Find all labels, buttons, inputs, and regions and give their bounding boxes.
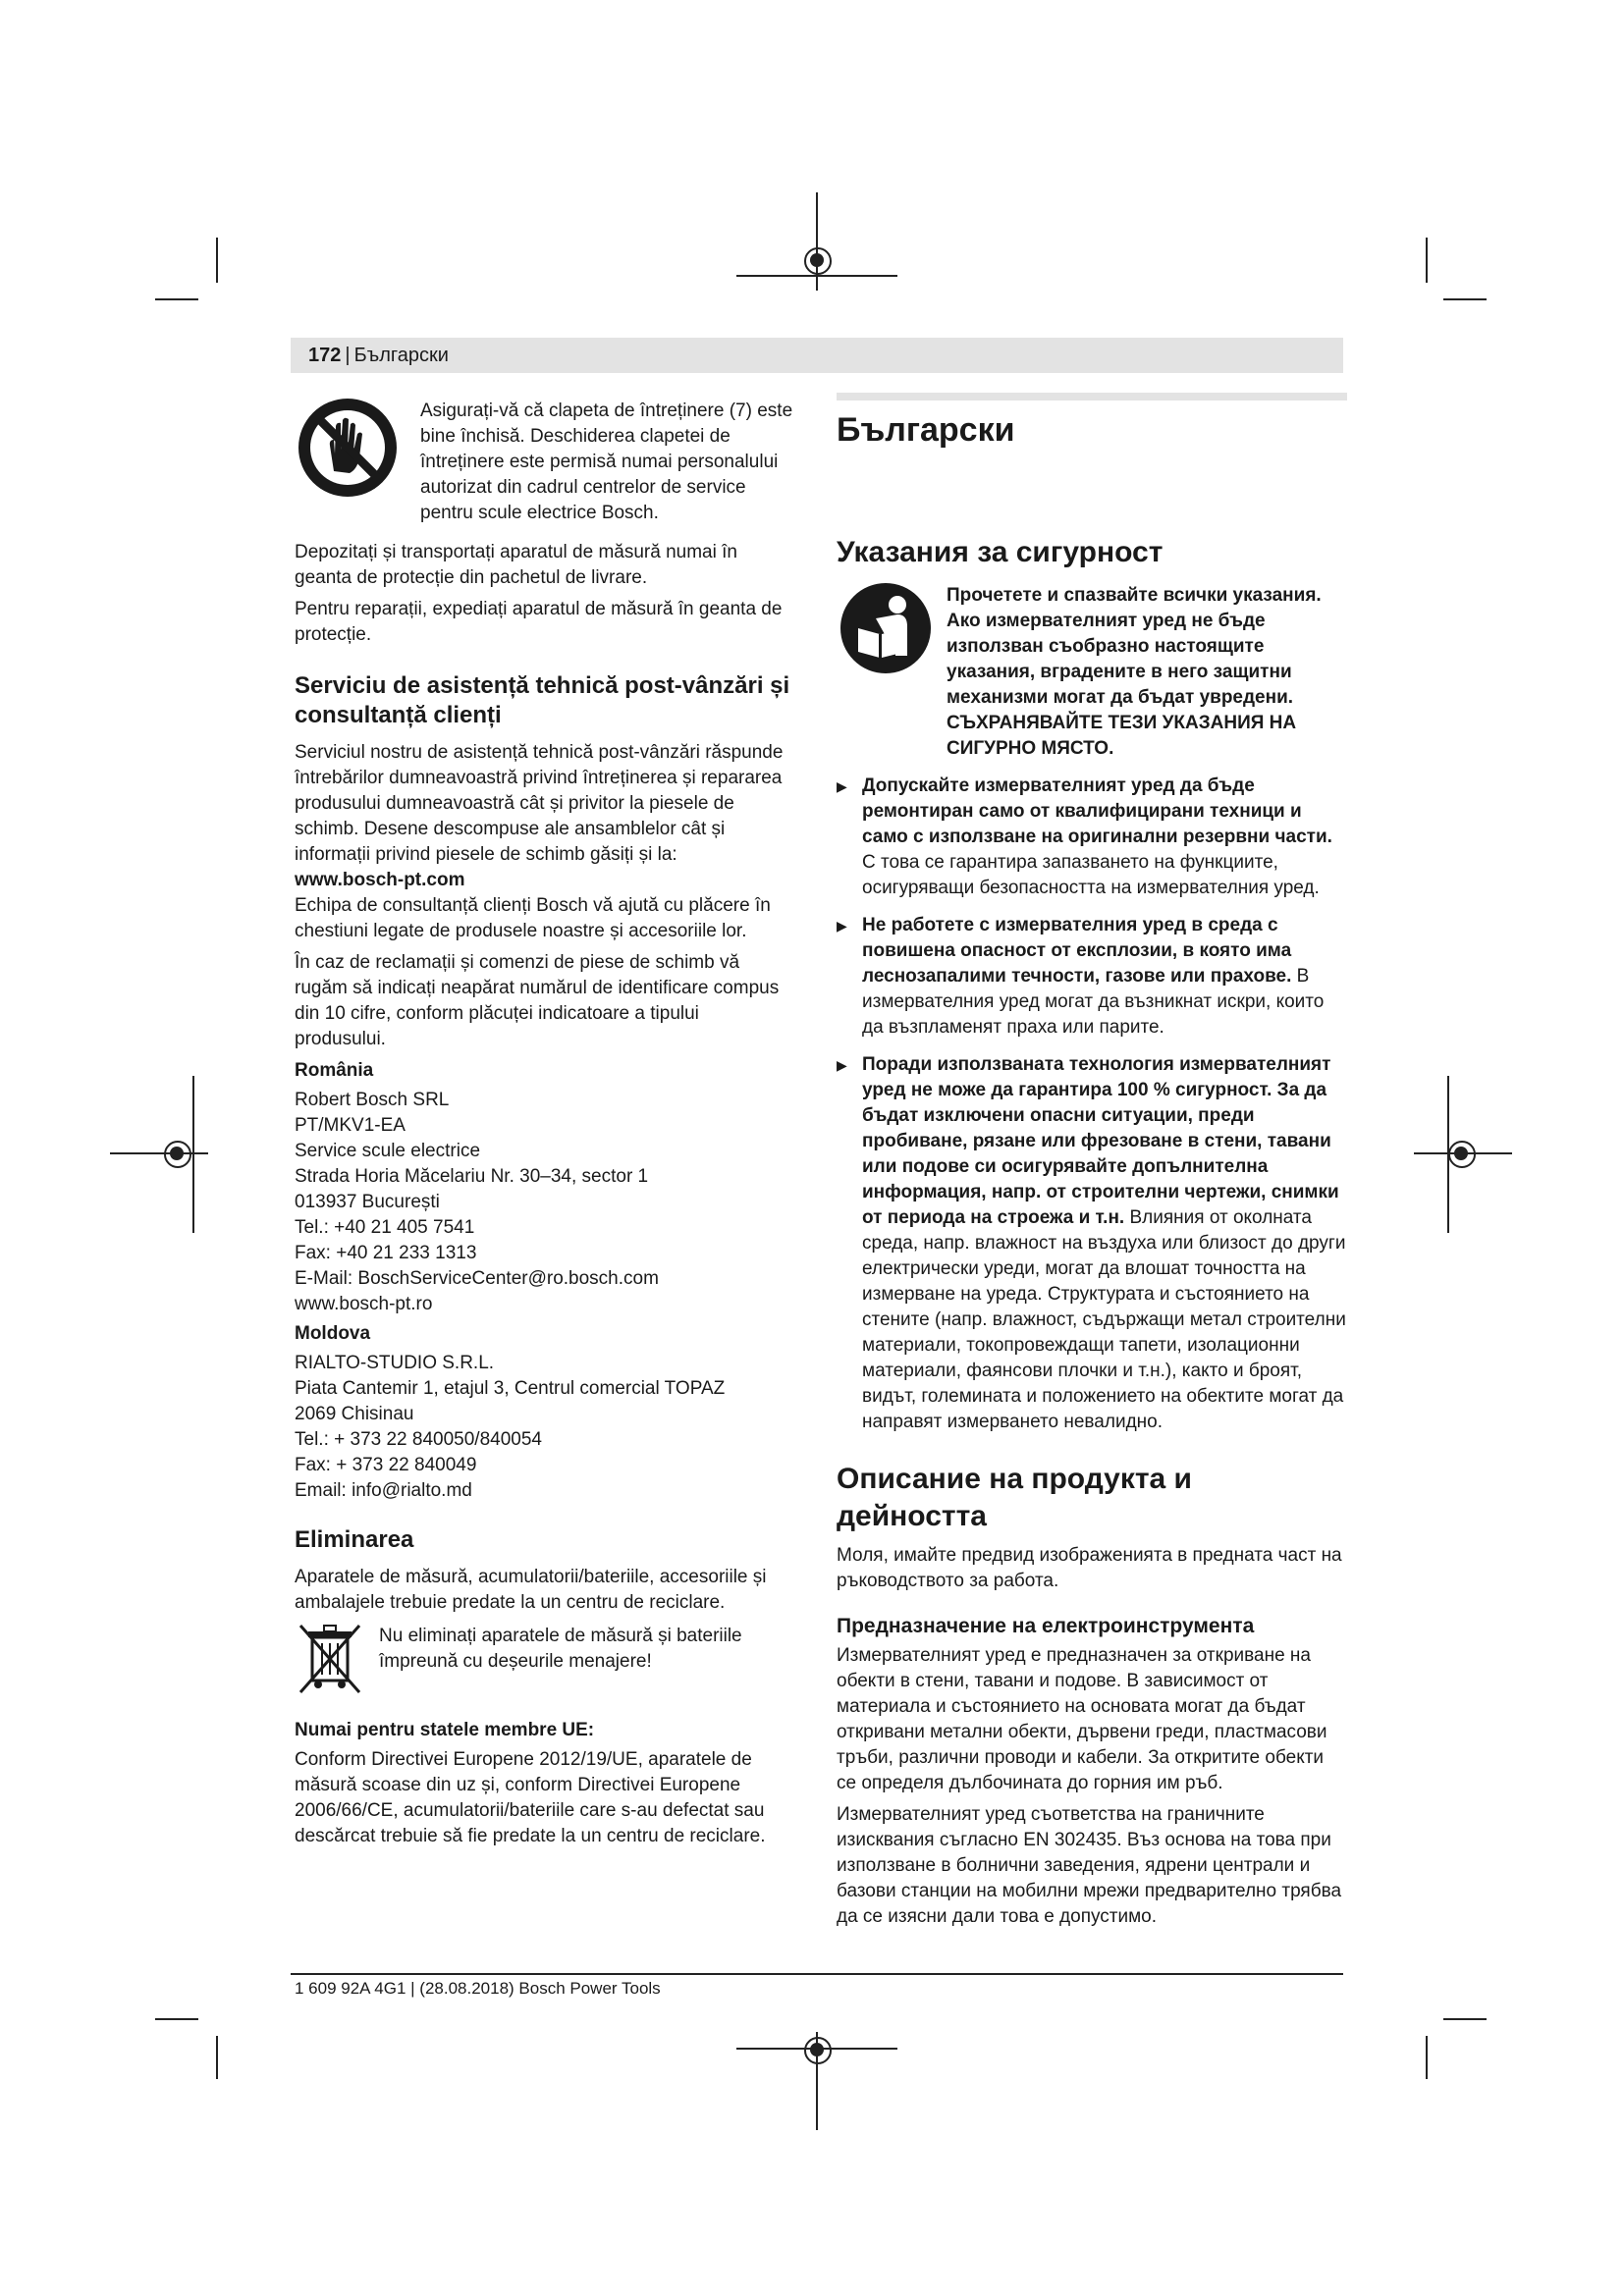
bullet-text xyxy=(862,774,1347,901)
repair-text: Pentru reparații, expediați aparatul de măsură în geanta de protecție. xyxy=(295,599,783,645)
limits-text: Измервателният уред съответства на граничните изисквания съгласно EN 302435. Въз основа на това при използване в болнични заведения, ядрени централи и базови станции на мобилни мрежи предварително трябва да се изясни дали това е допустимо. xyxy=(837,1804,1342,1927)
section-rule xyxy=(837,393,1347,400)
purpose-text: Измервателният уред е предназначен за откриване на обекти в стени, тавани и подове. В зависимост от материала и състоянието на основата могат да бъдат откривани метални обекти, дървени греди, пластмасови тръби, различни проводи и кабели. За откритите обекти се определя дълбочината до горния им ръб. xyxy=(837,1645,1327,1793)
consulting-text: Echipa de consultanță clienți Bosch vă ajută cu plăcere în chestiuni legate de produsele noastre și accesoriile lor. xyxy=(295,895,771,941)
registration-mark xyxy=(800,243,834,277)
crop-mark xyxy=(216,2036,218,2079)
crop-mark xyxy=(155,298,198,300)
service-url[interactable]: www.bosch-pt.com xyxy=(295,870,465,890)
address-line: Fax: +40 21 233 1313 xyxy=(295,1243,477,1263)
disposal-text: Aparatele de măsură, acumulatorii/bateriile, accesoriile și ambalajele trebuie predate la un centru de reciclare. xyxy=(295,1567,767,1613)
page-header xyxy=(291,338,1343,373)
registration-mark xyxy=(160,1137,193,1170)
safety-intro-text: Прочетете и спазвайте всички указания. Ако измервателният уред не бъде използван съобразно настоящите указания, вградените в него защитни механизми могат да бъдат увредени. СЪХРАНЯВАЙТЕ ТЕЗИ УКАЗАНИЯ НА СИГУРНО МЯСТО. xyxy=(947,585,1322,759)
list-item xyxy=(837,774,1347,907)
footer: 1 609 92A 4G1 | (28.08.2018) Bosch Power Tools xyxy=(295,1979,661,1998)
address-line: Piata Cantemir 1, etajul 3, Centrul comercial TOPAZ xyxy=(295,1378,726,1399)
maintenance-warning xyxy=(295,395,795,532)
header-language: Български xyxy=(353,344,449,366)
moldova-heading: Moldova xyxy=(295,1323,371,1344)
moldova-address xyxy=(295,1351,795,1504)
list-item xyxy=(837,1052,1347,1441)
do-not-touch-icon xyxy=(295,395,401,501)
address-line: 2069 Chisinau xyxy=(295,1404,414,1424)
eu-heading: Numai pentru statele membre UE: xyxy=(295,1720,595,1740)
disposal-warning xyxy=(295,1622,795,1696)
email-link[interactable]: E-Mail: BoschServiceCenter@ro.bosch.com xyxy=(295,1268,659,1289)
safety-bullets xyxy=(837,774,1347,1441)
email-link[interactable]: Email: info@rialto.md xyxy=(295,1480,472,1501)
left-column xyxy=(295,395,795,1855)
crossed-out-bin-icon xyxy=(295,1622,365,1696)
crop-mark xyxy=(216,238,218,283)
address-line: Tel.: + 373 22 840050/840054 xyxy=(295,1429,542,1450)
safety-intro xyxy=(837,579,1347,768)
address-line: Service scule electrice xyxy=(295,1141,481,1161)
crop-mark xyxy=(155,2018,198,2020)
bullet-normal: С това се гарантира запазването на функциите, осигуряващи безопасността на измервателния уред. xyxy=(862,852,1320,898)
disposal-warning-text: Nu eliminați aparatele de măsură și bateriile împreună cu deșeurile menajere! xyxy=(379,1626,742,1672)
storage-text: Depozitați și transportați aparatul de măsură numai în geanta de protecție din pachetul de livrare. xyxy=(295,542,737,588)
list-item xyxy=(837,913,1347,1046)
romania-address xyxy=(295,1088,795,1317)
bullet-arrow-icon: ▶ xyxy=(837,778,847,794)
bullet-bold: Допускайте измервателният уред да бъде ремонтиран само от квалифицирани техници и само с използване на оригинални резервни части. xyxy=(862,775,1332,847)
service-text: Serviciul nostru de asistență tehnică post-vânzări răspunde întrebărilor dumneavoastră privind întreținerea și repararea produsului dumneavoastră cât și privitor la piesele de schimb. Desene descompuse ale ansamblelor cât și informații privind piesele de schimb găsiți și la: xyxy=(295,742,784,865)
romania-heading: România xyxy=(295,1060,374,1081)
maintenance-warning-text: Asigurați-vă că clapeta de întreținere (7) este bine închisă. Deschiderea clapetei de întreținere este permisă numai personalului autorizat din cadrul centrelor de service pentru scule electrice Bosch. xyxy=(420,400,793,523)
bullet-normal: Влияния от околната среда, напр. влажност на въздуха или близост до други електрически уреди, могат да влошат точността на измерване на уреда. Структурата и състоянието на стените (напр. влажност, съдържащи метал строителни материали, токопровеждащи тапети, изолационни материали, фаянсови плочки и т.н.), както и броят, видът, големината и положението на обектите могат да направят измерването невалидно. xyxy=(862,1207,1346,1432)
address-line: PT/MKV1-EA xyxy=(295,1115,406,1136)
address-line: Tel.: +40 21 405 7541 xyxy=(295,1217,475,1238)
address-line: Robert Bosch SRL xyxy=(295,1090,450,1110)
page-title: Български xyxy=(837,411,1015,449)
bullet-bold: Не работете с измервателния уред в среда с повишена опасност от експлозии, в която има леснозапалими течности, газове или прахове. xyxy=(862,915,1292,987)
bullet-normal: В измервателния уред могат да възникнат искри, които да възпламенят праха или парите. xyxy=(862,966,1325,1038)
address-line: RIALTO-STUDIO S.R.L. xyxy=(295,1353,495,1373)
registration-mark xyxy=(1444,1137,1478,1170)
registration-mark xyxy=(800,2033,834,2066)
address-line: Fax: + 373 22 840049 xyxy=(295,1455,477,1475)
product-text: Моля, имайте предвид изображенията в предната част на ръководството за работа. xyxy=(837,1545,1342,1591)
safety-heading: Указания за сигурност xyxy=(837,536,1164,568)
bullet-text xyxy=(862,1052,1347,1435)
bullet-arrow-icon: ▶ xyxy=(837,1057,847,1073)
read-manual-icon xyxy=(837,579,935,677)
footer-rule xyxy=(291,1973,1343,1975)
product-heading: Описание на продукта и дейността xyxy=(837,1463,1192,1532)
address-line: Strada Horia Măcelariu Nr. 30–34, sector 1 xyxy=(295,1166,649,1187)
claims-text: În caz de reclamații și comenzi de piese de schimb vă rugăm să indicați neapărat numărul de identificare compus din 10 cifre, conform plăcuței indicatoare a tipului produsului. xyxy=(295,952,780,1049)
page-number: 172 xyxy=(308,344,342,366)
bullet-arrow-icon: ▶ xyxy=(837,918,847,934)
service-heading: Serviciu de asistență tehnică post-vânzări și consultanță clienți xyxy=(295,672,790,728)
disposal-heading: Eliminarea xyxy=(295,1526,414,1553)
address-line: 013937 București xyxy=(295,1192,440,1212)
crop-mark xyxy=(1426,238,1428,283)
website-link[interactable]: www.bosch-pt.ro xyxy=(295,1294,433,1314)
crop-mark xyxy=(1443,298,1487,300)
bullet-text xyxy=(862,913,1347,1041)
header-separator: | xyxy=(345,344,351,366)
crop-mark xyxy=(1426,2036,1428,2079)
bullet-bold: Поради използваната технология измервателният уред не може да гарантира 100 % сигурност. За да бъдат изключени опасни ситуации, преди пробиване, рязане или фрезоване в стени, тавани или подове си осигурявайте допълнителна информация, напр. от строителни чертежи, снимки от периода на строежа и т.н. xyxy=(862,1054,1339,1228)
right-column xyxy=(837,393,1347,1936)
crop-mark xyxy=(1443,2018,1487,2020)
purpose-heading: Предназначение на електроинструмента xyxy=(837,1615,1255,1637)
eu-text: Conform Directivei Europene 2012/19/UE, aparatele de măsură scoase din uz și, conform Directivei Europene 2006/66/CE, acumulatorii/bateriile care s-au defectat sau descărcat trebuie să fie predate la un centru de reciclare. xyxy=(295,1749,766,1846)
